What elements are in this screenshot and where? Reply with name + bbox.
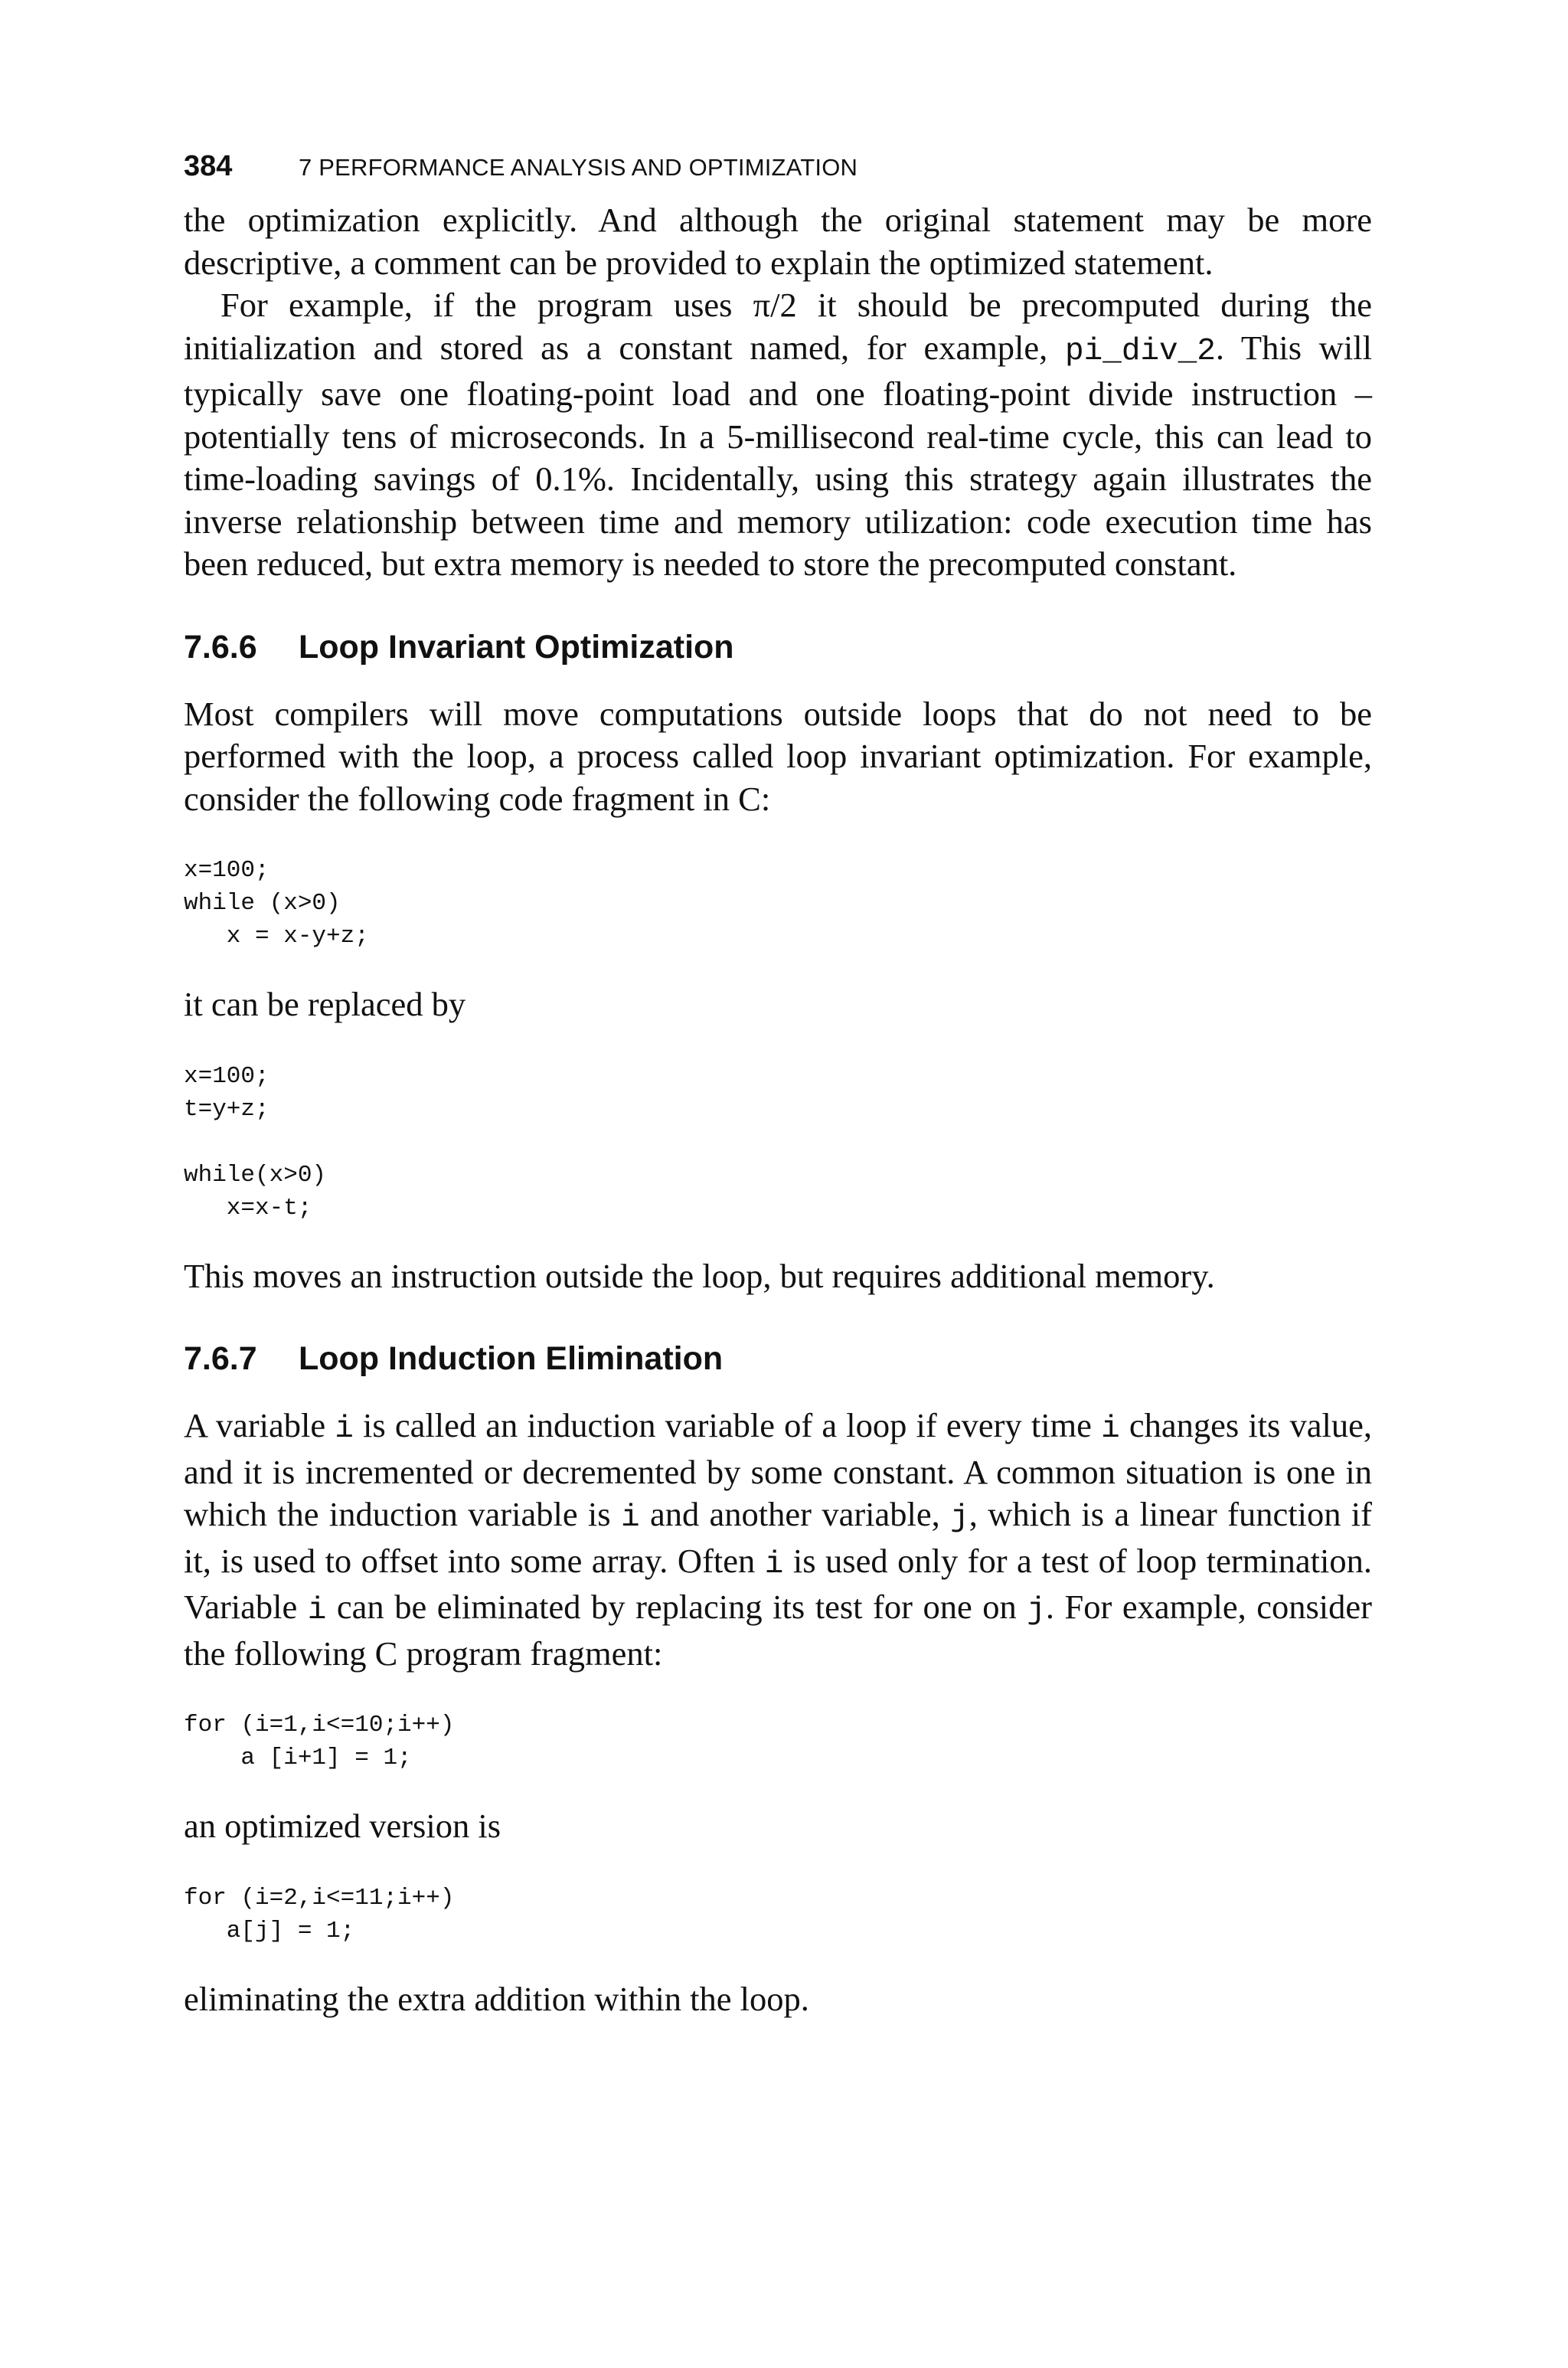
running-head: 7 PERFORMANCE ANALYSIS AND OPTIMIZATION [299, 154, 858, 181]
text-span: is used only for a test of loop termination. Variable [184, 1541, 1373, 1626]
page-content [184, 150, 1372, 2020]
text-span: is called an induction variable of a loop if every time [353, 1406, 1102, 1444]
inline-code: i [764, 1546, 784, 1582]
paragraph-intro-1: the optimization explicitly. And although the original statement may be more descriptive, a comment can be provided to explain the optimized statement. [184, 201, 1372, 282]
paragraph-767-3: eliminating the extra addition within the loop. [184, 1979, 809, 2018]
inline-code: pi_div_2 [1065, 333, 1216, 369]
section-number: 7.6.7 [184, 1340, 257, 1377]
inline-code: i [1101, 1411, 1120, 1447]
text-span: For example, if the program uses π/2 it should be precomputed during the initialization and stored as a constant named, for example, [184, 286, 1372, 367]
text-span: . For example, consider the following C program fragment: [184, 1588, 1372, 1673]
text-span: can be eliminated by replacing its test for one on [326, 1588, 1027, 1626]
paragraph-766-3: This moves an instruction outside the loop, but requires additional memory. [184, 1256, 1215, 1295]
text-span: A variable [184, 1406, 335, 1444]
section-heading-7-6-6 [184, 626, 1372, 669]
text-span: and another variable, [639, 1495, 951, 1533]
code-block-767-2: for (i=2,i<=11;i++) a[j] = 1; [184, 1884, 455, 1944]
code-block-766-1: x=100; while (x>0) x = x-y+z; [184, 857, 369, 950]
code-block-767-1: for (i=1,i<=10;i++) a [i+1] = 1; [184, 1712, 455, 1771]
inline-code: j [1027, 1593, 1046, 1628]
text-span: , which is a linear function if it, is used to offset into some array. Often [184, 1495, 1372, 1580]
paragraph-intro-2 [184, 284, 1372, 586]
text-span: changes its value, and it is incremented or decremented by some constant. A common situation is one in which the induction variable is [184, 1406, 1373, 1533]
paragraph-767-2: an optimized version is [184, 1807, 501, 1845]
paragraph-767-1 [184, 1405, 1372, 1675]
section-title: Loop Induction Elimination [299, 1340, 724, 1377]
inline-code: i [307, 1593, 327, 1628]
inline-code: j [950, 1500, 969, 1536]
inline-code: i [335, 1411, 354, 1447]
page-number: 384 [184, 150, 233, 182]
section-title: Loop Invariant Optimization [299, 628, 734, 666]
section-heading-7-6-7 [184, 1337, 1372, 1380]
code-block-766-2: x=100; t=y+z; while(x>0) x=x-t; [184, 1062, 327, 1222]
text-span: . This will typically save one floating-point load and one floating-point divide instruction – potentially tens of microseconds. In a 5-millisecond real-time cycle, this can lead to time-loading savings of 0.1%. Incidentally, using this strategy again illustrates the inverse relationship between time and memory utilization: code execution time has been reduced, but extra memory is needed to store the precomputed constant. [184, 328, 1372, 583]
paragraph-766-1: Most compilers will move computations outside loops that do not need to be performed with the loop, a process called loop invariant optimization. For example, consider the following code fragment in C: [184, 694, 1372, 818]
inline-code: i [620, 1500, 640, 1536]
page-header [184, 150, 1372, 196]
paragraph-766-2: it can be replaced by [184, 985, 466, 1023]
section-number: 7.6.6 [184, 628, 257, 666]
